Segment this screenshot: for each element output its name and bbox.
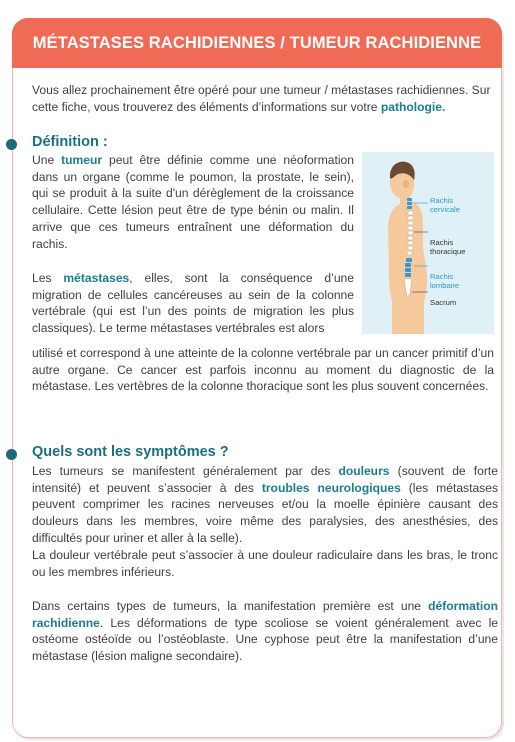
definition-p1-text-a: Une xyxy=(32,153,62,167)
definition-p1-highlight: tumeur xyxy=(61,153,103,167)
definition-p2-highlight: métastases xyxy=(63,271,130,285)
label-lumbar: Rachis lombaire xyxy=(430,272,460,290)
page-header xyxy=(12,18,502,68)
symptoms-p1-highlight-1: douleurs xyxy=(338,464,390,478)
definition-title: Définition : xyxy=(32,134,108,150)
definition-bullet xyxy=(6,139,17,150)
symptoms-paragraph-2: La douleur vertébrale peut s’associer à une douleur radiculaire dans les bras, le tronc ou les membres inférieurs. xyxy=(32,548,498,579)
symptoms-p1-text-b: (souvent de forte intensité) et peuvent s’associer à des xyxy=(32,464,498,495)
spine-figure-icon xyxy=(362,152,494,334)
definition-paragraph-2 xyxy=(32,270,354,337)
symptoms-paragraph-3 xyxy=(32,598,498,665)
definition-p2-text-a: Les xyxy=(32,271,64,285)
symptoms-p1-text-c: (les métastases peuvent comprimer les racines nerveuses et/ou la moelle épinière causant des douleurs dans les membres, voire même des paralysies, des anesthésies, des difficultés pour uriner et aller à la selle). xyxy=(32,480,498,545)
symptoms-p3-text-b: . Les déformations de type scoliose se voient généralement avec le ostéome ostéoïde ou l’ostéoblaste. Une cyphose peut être la manifestation d’une métastase (lésion maligne secondaire). xyxy=(32,615,498,664)
symptoms-p3-highlight: déformation rachidienne xyxy=(32,599,498,630)
label-thoracic: Rachis thoracique xyxy=(430,238,466,256)
page-title: MÉTASTASES RACHIDIENNES / TUMEUR RACHIDIENNE xyxy=(32,33,482,52)
intro-highlight: pathologie. xyxy=(380,99,446,114)
symptoms-title: Quels sont les symptômes ? xyxy=(32,444,229,460)
intro-text: Vous allez prochainement être opéré pour une tumeur / métastases rachidiennes. Sur cette fiche, vous trouverez des éléments d’informations sur votre xyxy=(32,83,491,114)
label-sacrum: Sacrum xyxy=(430,298,457,307)
symptoms-p3-text-a: Dans certains types de tumeurs, la manifestation première est une xyxy=(32,599,429,613)
definition-p2-text-b: , elles, sont la conséquence d’une migration de cellules cancéreuses au sein de la colonne vertébrale (qui est l’un des points de migration les plus classiques). Le terme métastases vertébrales est alors xyxy=(32,271,354,336)
label-cervical: Rachis cervicale xyxy=(430,196,460,214)
definition-p1-text-b: peut être définie comme une néoformation dans un organe (comme le poumon, la prostate, le sein), qui se produit à la suite d'un dérèglement de la croissance cellulaire. Cette lésion peut être de type bénin ou malin. Il arrive que ces tumeurs entraînent une déformation du rachis. xyxy=(32,153,355,251)
symptoms-p1-highlight-2: troubles neurologiques xyxy=(261,480,401,495)
spine-illustration xyxy=(362,152,494,334)
symptoms-bullet xyxy=(6,449,17,460)
symptoms-p1-text-a: Les tumeurs se manifestent généralement par des xyxy=(32,464,339,478)
intro-paragraph xyxy=(32,82,494,115)
definition-paragraph-1 xyxy=(32,152,354,252)
definition-paragraph-3: utilisé et correspond à une atteinte de la colonne vertébrale par un cancer primitif d’un autre organe. Ce cancer est parfois inconnu au moment du diagnostic de la métastase. Les vertèbres de la colonne thoracique sont les plus souvent concernées. xyxy=(32,346,494,394)
symptoms-paragraph-1 xyxy=(32,463,498,547)
